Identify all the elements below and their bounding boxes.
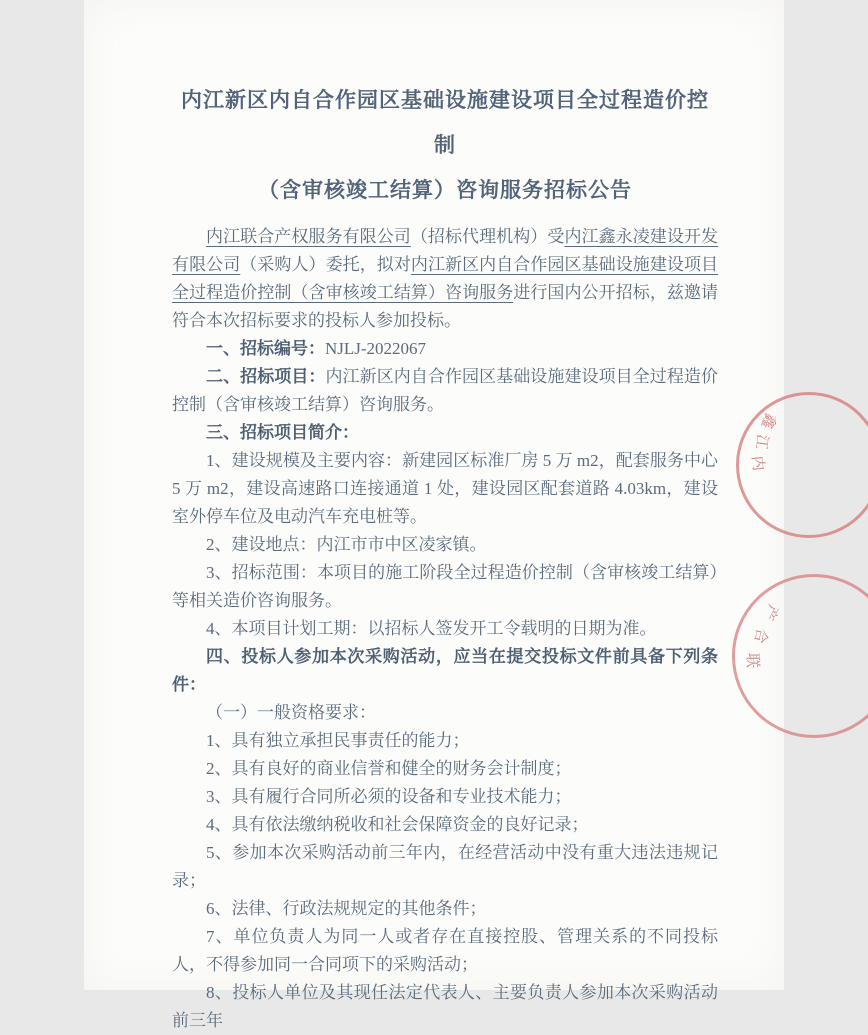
bidder-conditions-heading: 四、投标人参加本次采购活动，应当在提交投标文件前具备下列条件： (172, 647, 718, 694)
document-body (172, 78, 718, 1035)
construction-site-item: 2、建设地点：内江市市中区凌家镇。 (206, 535, 487, 554)
qualification-item-4: 4、具有依法缴纳税收和社会保障资金的良好记录； (206, 815, 589, 834)
qualification-item-7: 7、单位负责人为同一人或者存在直接控股、管理关系的不同投标人，不得参加同一合同项下的采购活动； (172, 927, 718, 974)
qualification-item-1: 1、具有独立承担民事责任的能力； (206, 731, 470, 750)
qualification-item-5: 5、参加本次采购活动前三年内，在经营活动中没有重大违法违规记录； (172, 843, 718, 890)
planned-duration-item: 4、本项目计划工期：以招标人签发开工令载明的日期为准。 (206, 619, 657, 638)
qualification-item-8: 8、投标人单位及其现任法定代表人、主要负责人参加本次采购活动前三年 (172, 983, 718, 1030)
general-qualification-heading: （一）一般资格要求： (206, 703, 376, 722)
seal1-char-icon: 内 (748, 455, 766, 472)
red-seal-stamp-icon (736, 392, 868, 538)
red-seal-stamp-icon (732, 574, 868, 738)
seal1-char-icon: 鑫 (757, 410, 779, 431)
tender-project: 二、招标项目：内江新区内自合作园区基础设施建设项目全过程造价控制（含审核竣工结算）咨询服务。 (172, 367, 719, 414)
seal2-char-icon: 合 (750, 626, 770, 645)
project-name: 内江新区内自合作园区基础设施建设项目全过程造价控制（含审核竣工结算）咨询服务 (172, 255, 719, 302)
document-title (172, 78, 718, 213)
tender-scope-item: 3、招标范围：本项目的施工阶段全过程造价控制（含审核竣工结算）等相关造价咨询服务。 (172, 563, 718, 610)
intro-paragraph: 内江联合产权服务有限公司（招标代理机构）受内江鑫永凌建设开发有限公司（采购人）委托，拟对内江新区内自合作园区基础设施建设项目全过程造价控制（含审核竣工结算）咨询服务进行国内公开招标，兹邀请符合本次招标要求的投标人参加投标。 (172, 227, 719, 330)
document-title-line-1: 内江新区内自合作园区基础设施建设项目全过程造价控制 (181, 88, 709, 157)
purchaser-name: 内江鑫永凌建设开发有限公司 (172, 227, 719, 274)
qualification-item-3: 3、具有履行合同所必须的设备和专业技术能力； (206, 787, 572, 806)
document-title-line-2: （含审核竣工结算）咨询服务招标公告 (258, 178, 632, 202)
scanned-document-page (84, 0, 784, 1030)
seal2-char-icon: 联 (744, 652, 761, 669)
construction-scale-item: 1、建设规模及主要内容：新建园区标准厂房 5 万 m2，配套服务中心 5 万 m2，建设高速路口连接通道 1 处，建设园区配套道路 4.03km，建设室外停车位及电动汽车充电桩等。 (172, 451, 718, 526)
agency-name: 内江联合产权服务有限公司 (206, 227, 411, 246)
seal1-char-icon: 江 (752, 433, 770, 451)
project-brief-heading: 三、招标项目简介： (206, 423, 359, 442)
qualification-item-2: 2、具有良好的商业信誉和健全的财务会计制度； (206, 759, 572, 778)
tender-number: 一、招标编号：NJLJ-2022067 (206, 339, 427, 358)
seal2-char-icon: 产 (759, 601, 781, 623)
tender-number-value: NJLJ-2022067 (325, 339, 427, 358)
qualification-item-6: 6、法律、行政法规规定的其他条件； (206, 899, 487, 918)
